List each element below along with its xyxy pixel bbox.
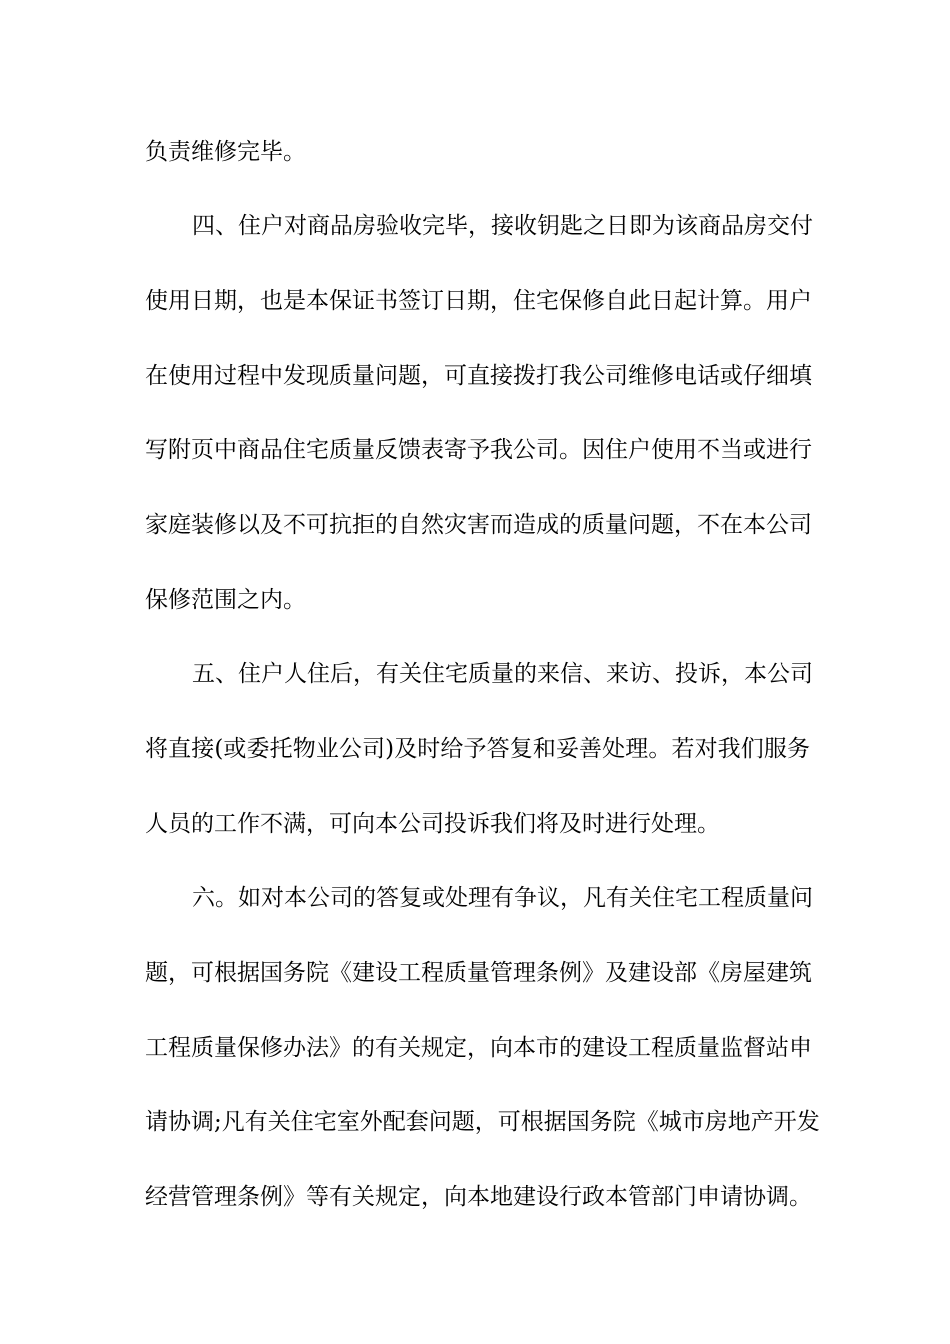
paragraph-5-first-line: 五、住户人住后，有关住宅质量的来信、来访、投诉，本公司 bbox=[192, 661, 813, 687]
paragraph-6-line: 工程质量保修办法》的有关规定，向本市的建设工程质量监督站申 bbox=[145, 1035, 812, 1061]
paragraph-4-last-line: 保修范围之内。 bbox=[145, 587, 306, 613]
paragraph-4-line: 在使用过程中发现质量问题，可直接拨打我公司维修电话或仔细填 bbox=[145, 363, 812, 389]
paragraph-6-line: 题，可根据国务院《建设工程质量管理条例》及建设部《房屋建筑 bbox=[145, 960, 812, 986]
paragraph-5-line: 将直接(或委托物业公司)及时给予答复和妥善处理。若对我们服务 bbox=[145, 736, 810, 762]
paragraph-6-line: 请协调;凡有关住宅室外配套问题，可根据国务院《城市房地产开发 bbox=[145, 1109, 820, 1135]
paragraph-4-line: 写附页中商品住宅质量反馈表寄予我公司。因住户使用不当或进行 bbox=[145, 437, 812, 463]
paragraph-4-line: 家庭装修以及不可抗拒的自然灾害而造成的质量问题，不在本公司 bbox=[145, 512, 812, 538]
paragraph-4-first-line: 四、住户对商品房验收完毕，接收钥匙之日即为该商品房交付 bbox=[192, 213, 813, 239]
paragraph-3-end-line: 负责维修完毕。 bbox=[145, 139, 306, 165]
paragraph-6-last-line: 经营管理条例》等有关规定，向本地建设行政本管部门申请协调。 bbox=[145, 1184, 812, 1210]
paragraph-6-first-line: 六。如对本公司的答复或处理有争议，凡有关住宅工程质量问 bbox=[192, 885, 813, 911]
paragraph-4-line: 使用日期，也是本保证书签订日期，住宅保修自此日起计算。用户 bbox=[145, 288, 812, 314]
paragraph-5-last-line: 人员的工作不满，可向本公司投诉我们将及时进行处理。 bbox=[145, 811, 720, 837]
